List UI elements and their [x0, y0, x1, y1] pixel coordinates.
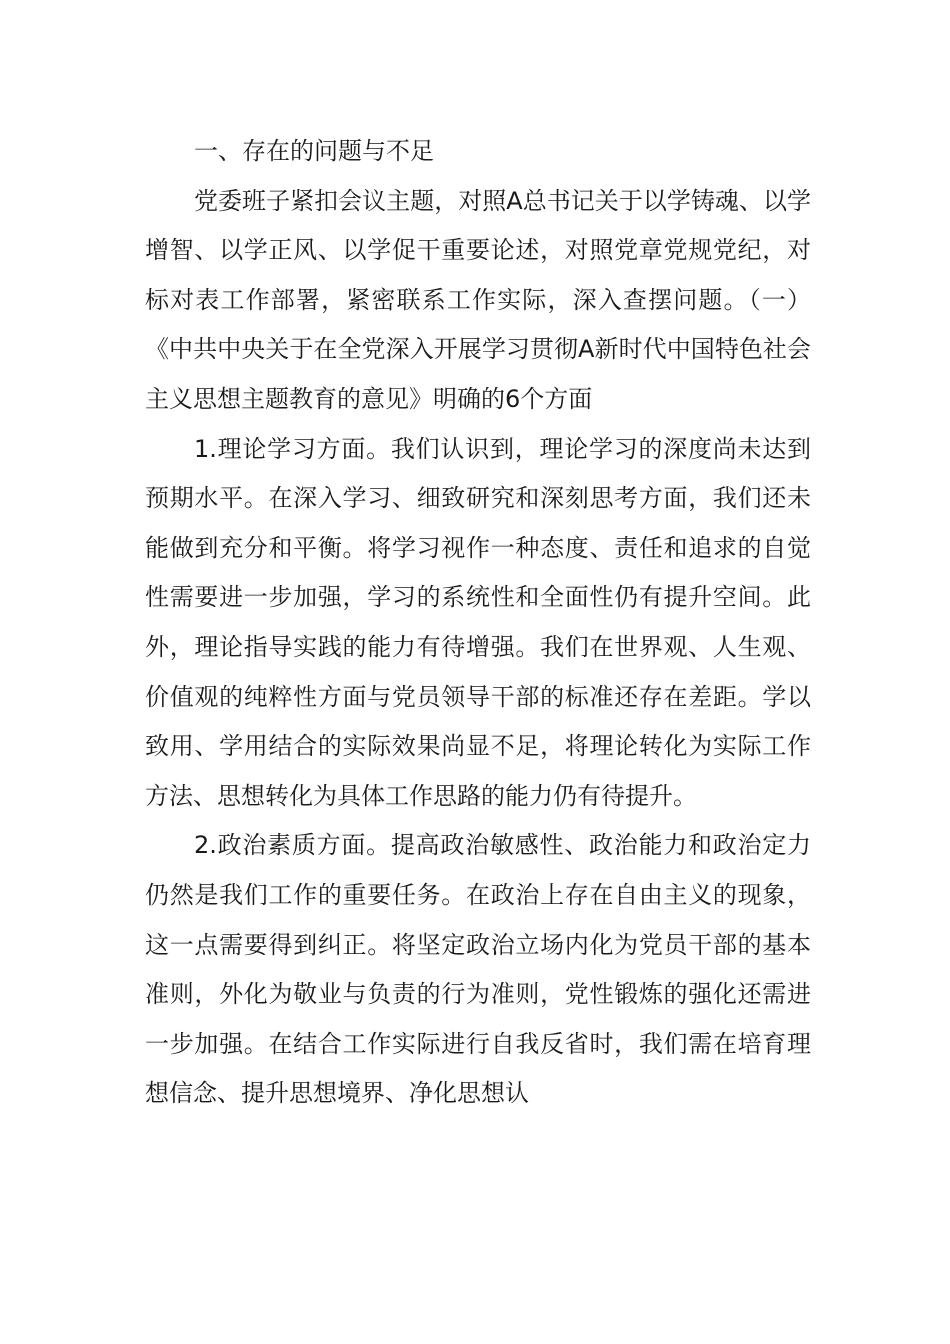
section-heading: 一、存在的问题与不足 [194, 137, 434, 165]
paragraph-political-quality: 2.政治素质方面。提高政治敏感性、政治能力和政治定力仍然是我们工作的重要任务。在政治上存在自由主义的现象，这一点需要得到纠正。将坚定政治立场内化为党员干部的基本准则，外化为敬业与负责的行为准则，党性锻炼的强化还需进一步加强。在结合工作实际进行自我反省时，我们需在培育理想信念、提升思想境界、净化思想认 [145, 831, 811, 1108]
paragraph-intro: 党委班子紧扣会议主题，对照A总书记关于以学铸魂、以学增智、以学正风、以学促干重要论述，对照党章党规党纪，对标对表工作部署，紧密联系工作实际，深入查摆问题。（一）《中共中央关于在全党深入开展学习贯彻A新时代中国特色社会主义思想主题教育的意见》明确的6个方面 [145, 186, 811, 413]
paragraph-theory-study: 1.理论学习方面。我们认识到，理论学习的深度尚未达到预期水平。在深入学习、细致研究和深刻思考方面，我们还未能做到充分和平衡。将学习视作一种态度、责任和追求的自觉性需要进一步加强，学习的系统性和全面性仍有提升空间。此外，理论指导实践的能力有待增强。我们在世界观、人生观、价值观的纯粹性方面与党员领导干部的标准还存在差距。学以致用、学用结合的实际效果尚显不足，将理论转化为实际工作方法、思想转化为具体工作思路的能力仍有待提升。 [145, 434, 811, 810]
document-page [145, 127, 811, 1119]
